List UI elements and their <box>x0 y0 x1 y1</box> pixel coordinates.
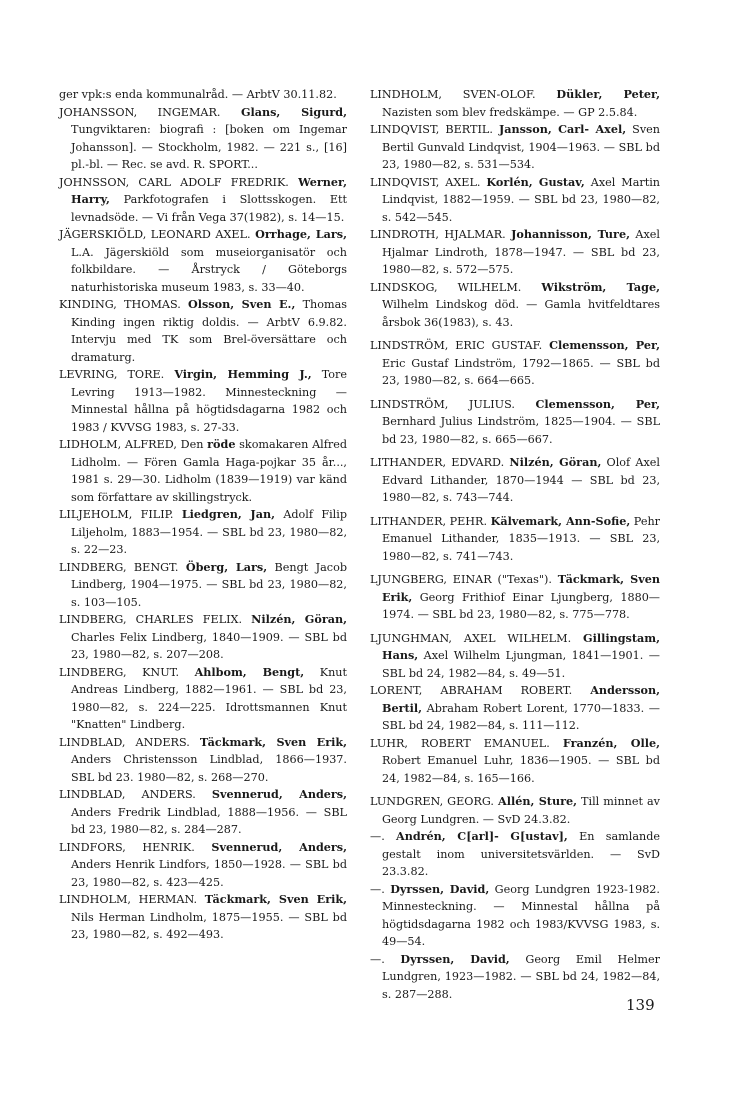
entry-author: Svennerud, Anders, <box>211 787 347 801</box>
index-entry <box>370 337 660 390</box>
entry-subject: LIDHOLM, ALFRED, Den <box>59 438 208 451</box>
index-entry <box>370 881 660 951</box>
index-entry <box>370 396 660 449</box>
entry-subject: LJUNGBERG, EINAR ("Texas"). <box>370 573 558 586</box>
entry-author: Nilzén, Göran, <box>509 455 602 469</box>
left-column <box>59 86 347 944</box>
index-entry <box>59 786 347 839</box>
entry-subject: LITHANDER, PEHR. <box>370 514 491 528</box>
entry-author: Gillingstam, Hans, <box>382 630 660 662</box>
right-column <box>370 86 660 1003</box>
entry-text: Adolf Filip Liljeholm, 1883—1954. — SBL bd 23, 1980—82, s. 22—23. <box>71 508 347 556</box>
entry-subject: —. <box>370 830 397 843</box>
index-entry <box>370 454 660 507</box>
entry-author: Dükler, Peter, <box>556 87 660 101</box>
index-entry <box>59 436 347 506</box>
entry-subject: LUHR, ROBERT EMANUEL. <box>370 736 563 750</box>
index-entry <box>370 571 660 624</box>
index-entry <box>370 513 660 566</box>
index-entry <box>59 104 347 174</box>
entry-author: Johannisson, Ture, <box>511 227 630 241</box>
entry-author: Kälvemark, Ann-Sofie, <box>490 513 631 528</box>
entry-subject: LINDHOLM, HERMAN. <box>59 893 205 906</box>
index-entry <box>370 951 660 1004</box>
index-entry <box>370 86 660 121</box>
entry-author: Ahlbom, Bengt, <box>194 664 305 679</box>
entry-text: Anders Christensson Lindblad, 1866—1937. SBL bd 23. 1980—82, s. 268—270. <box>71 753 347 784</box>
entry-text: Parkfotografen i Slottsskogen. Ett levnadsöde. — Vi från Vega 37(1982), s. 14—15. <box>71 193 347 224</box>
index-entry <box>370 279 660 332</box>
index-entry <box>370 793 660 828</box>
entry-author: Virgin, Hemming J., <box>174 367 312 381</box>
entry-text: skomakaren Alfred Lidholm. — Fören Gamla Haga-pojkar 35 år..., 1981 s. 29—30. Lidholm (1839—1919) var känd som författare av skillingstryck. <box>71 438 347 504</box>
index-entry <box>59 366 347 436</box>
entry-text: Nils Herman Lindholm, 1875—1955. — SBL bd 23, 1980—82, s. 492—493. <box>71 910 347 941</box>
entry-author: röde <box>207 437 236 451</box>
entry-author: Svennerud, Anders, <box>211 839 347 854</box>
entry-subject: ger vpk:s enda kommunalråd. — ArbtV 30.11.82. <box>59 88 337 101</box>
entry-text: Georg Emil Helmer Lundgren, 1923—1982. — SBL bd 24, 1982—84, s. 287—288. <box>382 952 660 1001</box>
index-entry <box>59 559 347 612</box>
entry-subject: LJUNGHMAN, AXEL WILHELM. <box>370 631 584 645</box>
entry-author: Werner, Harry, <box>71 174 347 206</box>
entry-author: Liedgren, Jan, <box>181 507 275 521</box>
entry-author: Täckmark, Sven Erik, <box>199 734 347 749</box>
entry-subject: LINDSTRÖM, ERIC GUSTAF. <box>370 339 550 352</box>
entry-subject: LINDBERG, KNUT. <box>59 665 195 679</box>
entry-subject: LEVRING, TORE. <box>59 368 175 381</box>
index-entry <box>370 174 660 227</box>
entry-subject: JOHANSSON, INGEMAR. <box>59 105 241 119</box>
entry-author: Nilzén, Göran, <box>251 612 347 626</box>
index-entry <box>370 121 660 174</box>
entry-text: Robert Emanuel Luhr, 1836—1905. — SBL bd 24, 1982—84, s. 165—166. <box>382 754 660 785</box>
entry-author: Orrhage, Lars, <box>255 227 348 241</box>
entry-text: Till minnet av Georg Lundgren. — SvD 24.3.82. <box>382 795 660 826</box>
entry-author: Wikström, Tage, <box>541 279 661 294</box>
index-entry <box>59 296 347 366</box>
entry-subject: LINDQVIST, AXEL. <box>370 175 487 189</box>
index-entry <box>370 828 660 881</box>
entry-subject: LINDBERG, CHARLES FELIX. <box>59 613 252 626</box>
entry-text: Nazisten som blev fredskämpe. — GP 2.5.84. <box>382 105 638 119</box>
index-entry <box>370 226 660 279</box>
entry-text: Tungviktaren: biografi : [boken om Ingemar Johansson]. — Stockholm, 1982. — 221 s., [16] pl.-bl. — Rec. se avd. R. SPORT... <box>71 123 347 171</box>
entry-text: Eric Gustaf Lindström, 1792—1865. — SBL bd 23, 1980—82, s. 664—665. <box>382 356 660 387</box>
entry-subject: KINDING, THOMAS. <box>59 298 189 311</box>
entry-subject: LORENT, ABRAHAM ROBERT. <box>370 684 591 697</box>
entry-text: Anders Fredrik Lindblad, 1888—1956. — SBL bd 23, 1980—82, s. 284—287. <box>71 805 347 836</box>
entry-author: Allén, Sture, <box>498 794 577 808</box>
entry-subject: —. <box>370 952 401 966</box>
entry-author: Öberg, Lars, <box>185 559 268 574</box>
entry-text: En samlande gestalt inom universitetsvärlden. — SvD 23.3.82. <box>382 830 660 878</box>
entry-author: Dyrssen, David, <box>400 951 510 966</box>
entry-subject: LILJEHOLM, FILIP. <box>59 508 182 521</box>
entry-subject: LINDBERG, BENGT. <box>59 560 186 574</box>
entry-author: Täckmark, Sven Erik, <box>204 892 347 906</box>
entry-text: Thomas Kinding ingen riktig doldis. — ArbtV 6.9.82. Intervju med TK som Brel-översättare och dramaturg. <box>71 298 347 364</box>
entry-text: Knut Andreas Lindberg, 1882—1961. — SBL bd 23, 1980—82, s. 224—225. Idrottsmannen Knut "Knatten" Lindberg. <box>71 665 347 731</box>
entry-subject: LINDBLAD, ANDERS. <box>59 788 212 801</box>
entry-subject: JOHNSSON, CARL ADOLF FREDRIK. <box>59 175 299 189</box>
entry-text: Wilhelm Lindskog död. — Gamla hvitfeldtares årsbok 36(1983), s. 43. <box>382 298 660 329</box>
entry-author: Andersson, Bertil, <box>382 683 660 715</box>
index-entry <box>59 839 347 892</box>
entry-text: Bengt Jacob Lindberg, 1904—1975. — SBL bd 23, 1980—82, s. 103—105. <box>71 560 347 609</box>
entry-text: Bernhard Julius Lindström, 1825—1904. — SBL bd 23, 1980—82, s. 665—667. <box>382 415 660 446</box>
entry-author: Olsson, Sven E., <box>188 297 296 311</box>
entry-author: Täckmark, Sven Erik, <box>382 572 660 604</box>
index-entry <box>59 664 347 734</box>
entry-subject: JÄGERSKIÖLD, LEONARD AXEL. <box>59 228 256 241</box>
entry-subject: LINDFORS, HENRIK. <box>59 840 212 854</box>
entry-subject: LINDQVIST, BERTIL. <box>370 123 499 136</box>
entry-text: Axel Hjalmar Lindroth, 1878—1947. — SBL bd 23, 1980—82, s. 572—575. <box>382 228 660 276</box>
entry-text: Georg Frithiof Einar Ljungberg, 1880—1974. — SBL bd 23, 1980—82, s. 775—778. <box>382 590 660 621</box>
entry-subject: LINDSTRÖM, JULIUS. <box>370 397 536 411</box>
index-entry <box>59 86 347 104</box>
entry-text: Olof Axel Edvard Lithander, 1870—1944 — SBL bd 23, 1980—82, s. 743—744. <box>382 456 660 504</box>
entry-subject: LUNDGREN, GEORG. <box>370 795 499 808</box>
entry-text: Anders Henrik Lindfors, 1850—1928. — SBL bd 23, 1980—82, s. 423—425. <box>71 858 347 889</box>
index-entry <box>370 630 660 683</box>
entry-subject: LITHANDER, EDVARD. <box>370 456 510 469</box>
index-entry <box>59 174 347 227</box>
entry-text: Sven Bertil Gunvald Lindqvist, 1904—1963. — SBL bd 23, 1980—82, s. 531—534. <box>382 123 660 171</box>
index-entry <box>370 682 660 735</box>
entry-text: Axel Wilhelm Ljungman, 1841—1901. — SBL bd 24, 1982—84, s. 49—51. <box>382 649 660 680</box>
index-entry <box>59 226 347 296</box>
entry-author: Clemensson, Per, <box>535 396 660 411</box>
entry-author: Dyrssen, David, <box>390 881 490 896</box>
index-entry <box>59 506 347 559</box>
index-entry <box>59 891 347 944</box>
entry-author: Clemensson, Per, <box>549 338 660 352</box>
entry-text: Pehr Emanuel Lithander, 1835—1913. — SBL 23, 1980—82, s. 741—743. <box>382 514 661 563</box>
entry-text: Axel Martin Lindqvist, 1882—1959. — SBL bd 23, 1980—82, s. 542—545. <box>382 175 661 224</box>
entry-subject: LINDHOLM, SVEN-OLOF. <box>370 88 557 101</box>
entry-subject: —. <box>370 882 391 896</box>
entry-text: Charles Felix Lindberg, 1840—1909. — SBL bd 23, 1980—82, s. 207—208. <box>71 630 347 661</box>
entry-author: Franzén, Olle, <box>562 735 660 750</box>
index-entry <box>370 735 660 788</box>
entry-subject: LINDROTH, HJALMAR. <box>370 228 512 241</box>
entry-author: Andrén, C[arl]- G[ustav], <box>396 829 568 843</box>
entry-subject: LINDBLAD, ANDERS. <box>59 735 200 749</box>
entry-author: Jansson, Carl- Axel, <box>498 122 627 136</box>
entry-text: Georg Lundgren 1923-1982. Minnesteckning. — Minnestal hållna på högtidsdagarna 1982 och 1983/KVVSG 1983, s. 49—54. <box>382 882 660 948</box>
entry-author: Glans, Sigurd, <box>240 104 347 119</box>
entry-text: Tore Levring 1913—1982. Minnesteckning — Minnestal hållna på högtidsdagarna 1982 och 1983 / KVVSG 1983, s. 27-33. <box>71 368 347 434</box>
index-entry <box>59 734 347 787</box>
entry-text: Abraham Robert Lorent, 1770—1833. — SBL bd 24, 1982—84, s. 111—112. <box>382 701 660 732</box>
entry-text: L.A. Jägerskiöld som museiorganisatör och folkbildare. — Årstryck / Göteborgs naturhistoriska museum 1983, s. 33—40. <box>71 245 347 294</box>
index-entry <box>59 611 347 664</box>
page-number: 139 <box>626 996 655 1014</box>
entry-subject: LINDSKOG, WILHELM. <box>370 280 542 294</box>
entry-author: Korlén, Gustav, <box>486 174 585 189</box>
